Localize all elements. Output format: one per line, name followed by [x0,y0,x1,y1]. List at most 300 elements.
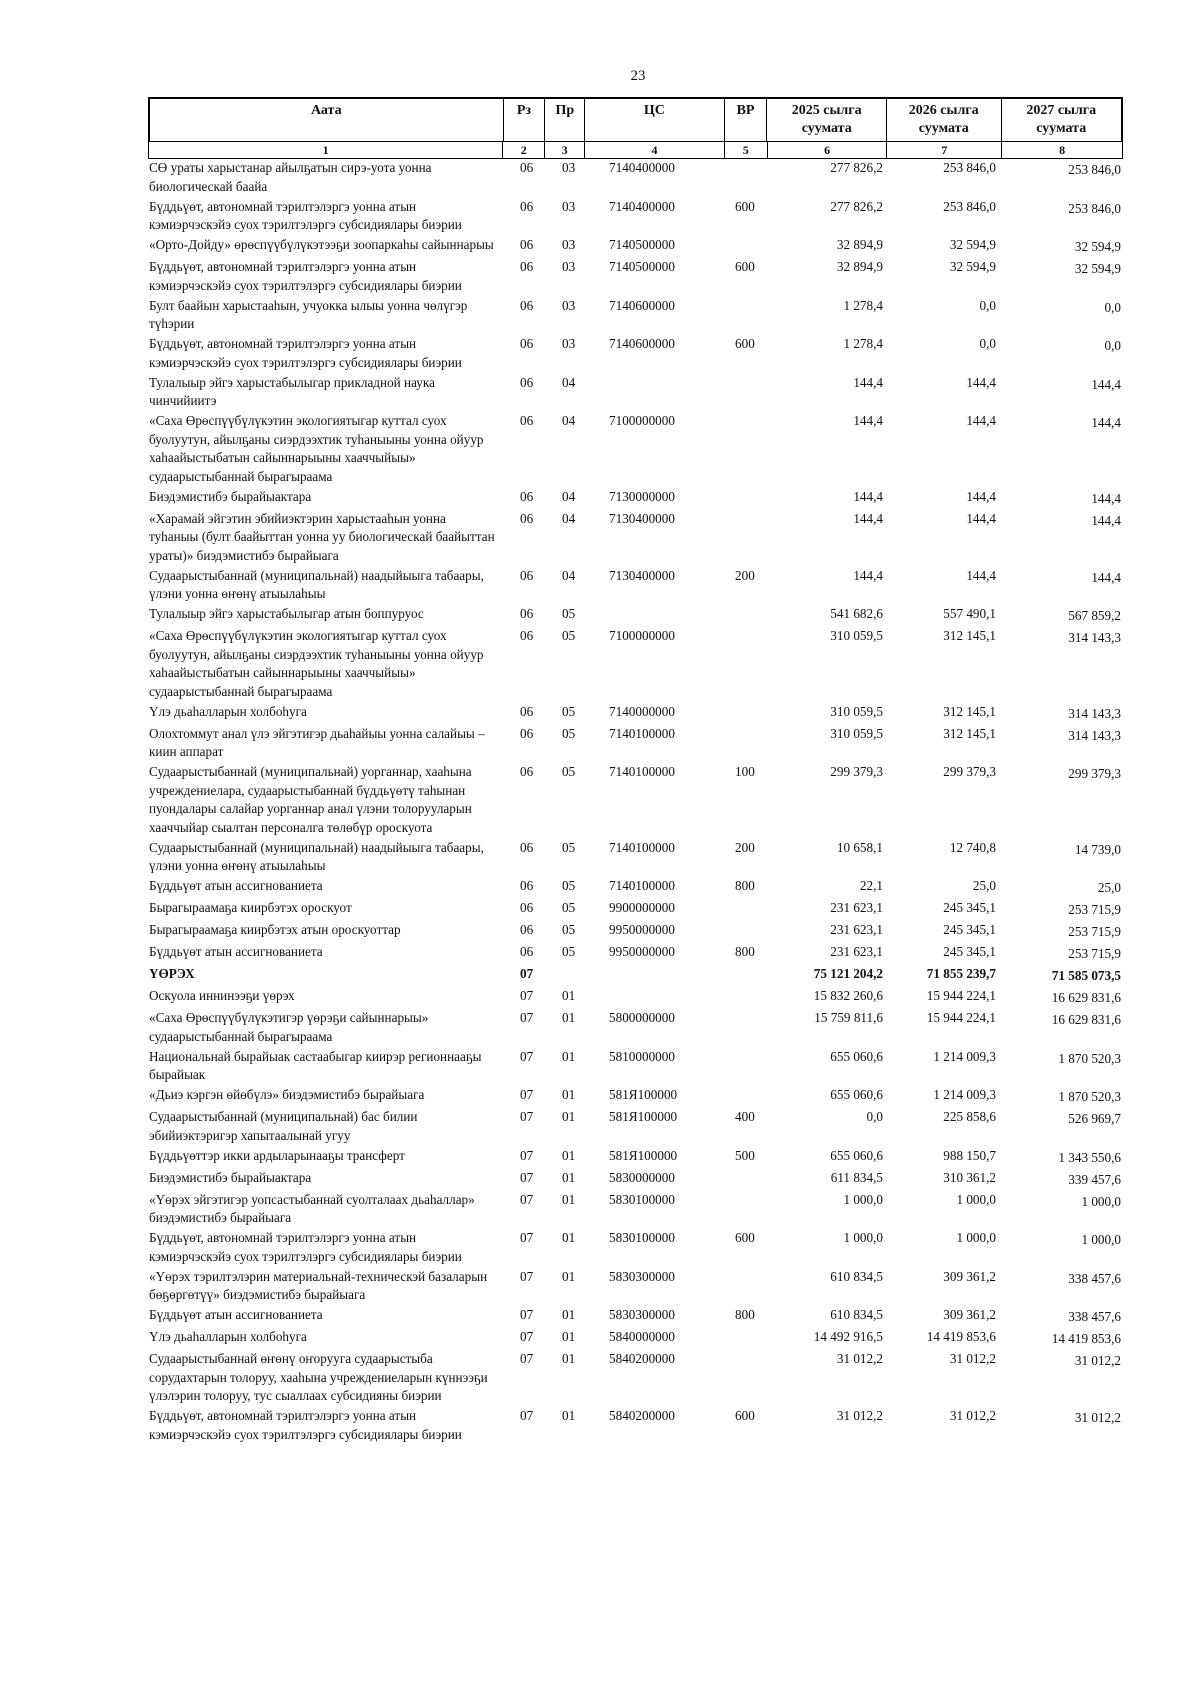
cell-cs: 5830100000 [609,1191,675,1207]
cell-rz: 07 [520,1109,534,1124]
cell-name: Биэдэмистибэ бырайыактара [149,1169,312,1185]
cell-2026: 1 000,0 [956,1230,996,1245]
table-row [148,236,1123,257]
cell-cs: 7140600000 [609,297,675,313]
cell-2027-value: 32 594,9 [1074,239,1121,254]
cell-2026: 310 361,2 [943,1169,996,1185]
cell-vr [725,510,768,566]
cell-2027 [1003,1048,1123,1085]
cell-2027 [1003,510,1123,566]
cell-pr: 03 [562,297,576,313]
cell-cs: 5830100000 [609,1230,675,1245]
cell-vr [725,921,768,942]
cell-pr: 04 [562,567,576,583]
cell-name: «Дьиэ кэргэн өйөбүлэ» биэдэмистибэ бырайыага [149,1087,425,1102]
cell-2027-value: 253 846,0 [1068,200,1121,216]
cell-cs: 5800000000 [609,1010,675,1025]
cell-2026: 1 214 009,3 [933,1087,996,1102]
cell-vr [725,627,768,701]
cell-vr [725,703,768,724]
cell-name: Бүддьүөт, автономнай тэрилтэлэргэ уонна атын кэмиэрчэскэйэ суох тэрилтэлэргэ субсидиялары биэрии [149,1408,462,1442]
cell-2027-value: 144,4 [1091,415,1121,430]
cell-name: Судаарыстыбаннай (муниципальнай) наадыйыыга табаары, үлэни уонна өҥөнү атыылаһыы [149,839,484,873]
cell-2026: 144,4 [966,488,996,504]
cell-name: Оскуола иннинээҕи үөрэх [149,988,295,1003]
cell-2027 [1003,703,1123,724]
cell-2027-value: 253 715,9 [1068,946,1121,961]
cell-2025: 15 759 811,6 [814,1010,883,1025]
cell-pr: 01 [562,988,576,1003]
cell-rz: 06 [520,606,534,621]
cell-2026: 0,0 [979,336,996,351]
cell-vr [725,965,768,986]
cell-2027 [1003,725,1123,762]
cell-2027-value: 1 870 520,3 [1058,1089,1121,1104]
cell-rz: 07 [520,1230,534,1245]
table-row [148,1306,1123,1327]
cell-pr: 04 [562,374,576,390]
cell-2027 [1003,943,1123,964]
cell-2027 [1003,1350,1123,1406]
table-row [148,1268,1123,1305]
cell-2026: 309 361,2 [943,1268,996,1284]
column-number: 2 [503,142,545,158]
cell-2027-value: 339 457,6 [1068,1171,1121,1187]
table-row [148,1350,1123,1406]
cell-2027-value: 144,4 [1091,512,1121,528]
cell-pr: 01 [562,1230,576,1245]
cell-2027 [1003,877,1123,898]
cell-pr: 01 [562,1307,576,1322]
cell-2027-value: 1 000,0 [1081,1232,1121,1247]
cell-vr [725,412,768,486]
cell-2026: 25,0 [972,878,996,893]
cell-pr: 01 [562,1351,576,1366]
cell-rz: 07 [520,1408,534,1423]
cell-2027-value: 0,0 [1104,338,1121,353]
cell-cs: 5840200000 [609,1408,675,1423]
cell-2025: 10 658,1 [836,839,883,855]
header-2025: 2025 сылга суумата [767,99,887,141]
cell-name: Бүддьүөт, автономнай тэрилтэлэргэ уонна атын кэмиэрчэскэйэ суох тэрилтэлэргэ субсидиялары биэрии [149,259,462,293]
cell-rz: 06 [520,374,534,390]
cell-2027 [1003,236,1123,257]
cell-cs: 7130000000 [609,488,675,504]
cell-pr: 01 [562,1048,576,1064]
cell-name: «Орто-Дойду» өрөспүүбүлүкэтээҕи зоопаркаһы сайыннарыы [149,237,494,252]
cell-2027-value: 144,4 [1091,376,1121,392]
cell-name: Бырагыраамаҕа киирбэтэх ороскуот [149,900,352,915]
cell-pr: 01 [562,1087,576,1102]
cell-name: Бырагыраамаҕа киирбэтэх атын ороскуоттар [149,922,401,937]
cell-2027 [1003,605,1123,626]
cell-2025: 310 059,5 [830,703,883,719]
cell-name: Бүддьүөт, автономнай тэрилтэлэргэ уонна атын кэмиэрчэскэйэ суох тэрилтэлэргэ субсидиялары биэрии [149,198,462,232]
cell-vr: 200 [735,839,755,855]
cell-pr: 01 [562,1169,576,1185]
header-cs: ЦС [585,99,724,141]
cell-2025: 15 832 260,6 [813,988,883,1003]
cell-cs: 581Я100000 [609,1109,678,1124]
cell-rz: 06 [520,413,534,428]
cell-rz: 06 [520,198,534,214]
cell-2026: 245 345,1 [943,922,996,937]
cell-cs [585,987,725,1008]
cell-vr: 600 [735,1230,755,1245]
cell-pr [545,965,585,986]
cell-2025: 277 826,2 [830,198,883,214]
cell-rz: 07 [520,966,534,981]
table-row [148,488,1123,509]
cell-2027-value: 0,0 [1104,299,1121,315]
cell-name: «Үөрэх эйгэтигэр уопсастыбаннай суолталаах дьаһаллар» биэдэмистибэ бырайыага [149,1191,475,1225]
cell-name: СӨ ураты харыстанар айылҕатын сирэ-уота уонна биологическай баайа [149,160,432,194]
cell-2025: 310 059,5 [830,628,883,643]
cell-2026: 312 145,1 [943,703,996,719]
cell-name: Судаарыстыбаннай (муниципальнай) наадыйыыга табаары, үлэни уонна өҥөнү атыылаһыы [149,567,484,601]
cell-rz: 06 [520,703,534,719]
cell-2026: 253 846,0 [943,198,996,214]
cell-rz: 06 [520,336,534,351]
cell-name: Судаарыстыбаннай өҥөнү оҥорууга судаарыстыба сорудахтарын толоруу, хааһына учреждениеларын күннээҕи үлэлэрин толоруу, тус сыаллаах субсидияны биэрии [149,1351,488,1403]
cell-2025: 610 834,5 [830,1268,883,1284]
table-row [148,725,1123,762]
cell-2027-value: 31 012,2 [1074,1410,1121,1425]
cell-rz: 07 [520,988,534,1003]
cell-rz: 07 [520,1268,534,1284]
table-row [148,567,1123,604]
cell-pr: 01 [562,1109,576,1124]
cell-rz: 07 [520,1087,534,1102]
cell-vr [725,1009,768,1046]
cell-2025: 0,0 [866,1109,883,1124]
header-2026: 2026 сылга суумата [887,99,1002,141]
cell-rz: 06 [520,878,534,893]
table-row [148,987,1123,1008]
cell-vr: 800 [735,1307,755,1322]
cell-rz: 07 [520,1169,534,1185]
cell-vr [725,1268,768,1305]
cell-cs: 7140500000 [609,237,675,252]
table-row [148,627,1123,701]
table-row [148,335,1123,372]
cell-2027 [1003,412,1123,486]
header-rz: Рз [504,99,546,141]
cell-name: «Саха Өрөспүүбүлүкэтигэр үөрэҕи сайыннарыы» судаарыстыбаннай бырагыраама [149,1010,429,1044]
cell-name: Булт баайын харыстааһын, учуокка ылыы уонна чөлүгэр түһэрии [149,297,468,331]
cell-vr: 600 [735,198,755,214]
cell-2027 [1003,921,1123,942]
cell-2027-value: 14 739,0 [1074,841,1121,857]
cell-rz: 06 [520,725,534,741]
cell-2025: 22,1 [859,878,883,893]
cell-2025: 1 000,0 [843,1191,883,1207]
cell-2025: 299 379,3 [830,764,883,779]
cell-2026: 225 858,6 [943,1109,996,1124]
table-row [148,1086,1123,1107]
cell-vr [725,987,768,1008]
cell-rz: 06 [520,259,534,274]
cell-2026: 31 012,2 [949,1408,996,1423]
cell-2026: 32 594,9 [949,259,996,274]
cell-pr: 05 [562,628,576,643]
cell-vr: 600 [735,1408,755,1423]
cell-2027-value: 253 715,9 [1068,902,1121,917]
cell-2027-value: 144,4 [1091,490,1121,506]
cell-vr [725,374,768,411]
cell-2027-value: 314 143,3 [1068,727,1121,743]
column-number: 8 [1059,143,1066,157]
cell-pr: 01 [562,1191,576,1207]
cell-2027-value: 32 594,9 [1074,261,1121,276]
cell-2026: 988 150,7 [943,1147,996,1163]
cell-cs: 581Я100000 [609,1147,678,1163]
cell-vr [725,1191,768,1228]
cell-vr: 800 [735,944,755,959]
cell-vr: 600 [735,259,755,274]
cell-vr [725,899,768,920]
cell-vr: 400 [735,1109,755,1124]
table-row [148,943,1123,964]
cell-cs [585,965,725,986]
cell-2025: 31 012,2 [836,1351,883,1366]
cell-2027-value: 253 846,0 [1068,162,1121,177]
table-row [148,258,1123,295]
cell-rz: 07 [520,1351,534,1366]
cell-name: Бүддьүөт, автономнай тэрилтэлэргэ уонна атын кэмиэрчэскэйэ суох тэрилтэлэргэ субсидиялары биэрии [149,1230,462,1264]
cell-vr [725,725,768,762]
cell-name: Үлэ дьаһалларын холбоһуга [149,1329,307,1344]
cell-2027-value: 1 343 550,6 [1058,1149,1121,1165]
cell-cs: 5840000000 [609,1329,675,1344]
cell-vr: 800 [735,878,755,893]
cell-name: Бүддьүөт атын ассигнованиета [149,878,323,893]
table-row [148,297,1123,334]
cell-name: Бүддьүөттэр икки ардыларынааҕы трансферт [149,1147,405,1163]
table-row [148,1328,1123,1349]
cell-2027 [1003,987,1123,1008]
cell-vr [725,236,768,257]
cell-rz: 06 [520,510,534,526]
cell-cs: 7140100000 [609,764,675,779]
cell-vr [725,1169,768,1190]
cell-rz: 06 [520,567,534,583]
cell-rz: 06 [520,297,534,313]
table-header [148,97,1123,142]
table-row [148,1147,1123,1168]
cell-2027 [1003,159,1123,196]
cell-cs: 9900000000 [609,900,675,915]
table-row [148,605,1123,626]
cell-2025: 144,4 [853,413,883,428]
cell-pr: 03 [562,336,576,351]
cell-cs: 7140400000 [609,198,675,214]
cell-2027 [1003,1009,1123,1046]
cell-2025: 277 826,2 [830,160,883,175]
cell-pr: 03 [562,237,576,252]
cell-2025: 231 623,1 [830,900,883,915]
cell-2027 [1003,1328,1123,1349]
cell-2025: 231 623,1 [830,944,883,959]
cell-2025: 655 060,6 [830,1087,883,1102]
cell-cs: 7140100000 [609,839,675,855]
cell-name: «Харамай эйгэтин эбийиэктэрин харыстааһын уонна туһаныы (булт баайыттан уонна уу биологическай баайыттан ураты)» биэдэмистибэ бырайыага [149,510,495,563]
cell-2025: 1 278,4 [843,336,883,351]
cell-2025: 144,4 [853,488,883,504]
cell-2027-value: 314 143,3 [1068,630,1121,645]
cell-cs: 9950000000 [609,922,675,937]
cell-name: «Үөрэх тэрилтэлэрин материальнай-техническэй базаларын бөҕөргөтүү» биэдэмистибэ бырайыага [149,1268,488,1302]
cell-2027 [1003,899,1123,920]
cell-cs: 9950000000 [609,944,675,959]
cell-name: ҮӨРЭХ [149,966,195,981]
cell-2025: 144,4 [853,374,883,390]
table-row [148,159,1123,196]
cell-name: Тулалыыр эйгэ харыстабылыгар атын боппуруос [149,606,424,621]
cell-vr: 500 [735,1147,755,1163]
cell-cs: 7140000000 [609,703,675,719]
cell-cs: 7140600000 [609,336,675,351]
cell-vr: 100 [735,764,755,779]
cell-2027-value: 567 859,2 [1068,608,1121,623]
cell-name: Тулалыыр эйгэ харыстабылыгар прикладной наука чинчийиитэ [149,374,435,408]
cell-2026: 144,4 [966,567,996,583]
cell-2027 [1003,1147,1123,1168]
cell-pr: 05 [562,606,576,621]
cell-pr: 05 [562,900,576,915]
cell-2026: 144,4 [966,510,996,526]
cell-2026: 144,4 [966,374,996,390]
table-body [148,159,1123,1444]
table-row [148,1407,1123,1444]
cell-vr [725,1350,768,1406]
cell-rz: 07 [520,1307,534,1322]
cell-2027 [1003,965,1123,986]
cell-cs: 7140100000 [609,725,675,741]
column-number: 1 [149,142,503,158]
cell-2027 [1003,567,1123,604]
cell-2027-value: 71 585 073,5 [1051,968,1121,983]
cell-2027 [1003,1086,1123,1107]
cell-2027-value: 1 000,0 [1081,1193,1121,1209]
cell-cs: 7140500000 [609,259,675,274]
cell-2027-value: 526 969,7 [1068,1111,1121,1126]
header-vr: ВР [725,99,768,141]
cell-pr: 05 [562,839,576,855]
column-numbers [148,142,1123,159]
budget-table [148,97,1123,1446]
table-row [148,1108,1123,1145]
cell-2026: 144,4 [966,413,996,428]
cell-pr: 05 [562,764,576,779]
cell-cs: 5830300000 [609,1268,675,1284]
cell-vr: 600 [735,336,755,351]
cell-cs: 5830300000 [609,1307,675,1322]
table-row [148,374,1123,411]
cell-2026: 14 419 853,6 [926,1329,996,1344]
cell-name: Бүддьүөт атын ассигнованиета [149,1307,323,1322]
header-pr: Пр [545,99,585,141]
cell-2026: 15 944 224,1 [926,1010,996,1025]
cell-2026: 32 594,9 [949,237,996,252]
cell-cs: 5830000000 [609,1169,675,1185]
cell-2027-value: 31 012,2 [1074,1353,1121,1368]
cell-cs: 5840200000 [609,1351,675,1366]
cell-name: Биэдэмистибэ бырайыактара [149,488,312,504]
header-name: Аата [150,99,504,141]
cell-2026: 312 145,1 [943,725,996,741]
cell-pr: 03 [562,259,576,274]
table-row [148,965,1123,986]
cell-2027-value: 16 629 831,6 [1051,1012,1121,1027]
cell-pr: 04 [562,510,576,526]
cell-2027 [1003,627,1123,701]
cell-2027 [1003,488,1123,509]
table-row [148,1169,1123,1190]
cell-pr: 04 [562,488,576,504]
cell-rz: 06 [520,839,534,855]
cell-2025: 32 894,9 [836,259,883,274]
cell-2026: 253 846,0 [943,160,996,175]
table-row [148,412,1123,486]
cell-name: Судаарыстыбаннай (муниципальнай) бас билии эбийиэктэригэр хапытаалынай угуу [149,1109,418,1143]
cell-2025: 541 682,6 [830,606,883,621]
cell-2026: 245 345,1 [943,900,996,915]
cell-2026: 1 000,0 [956,1191,996,1207]
cell-2027-value: 253 715,9 [1068,924,1121,939]
cell-2026: 0,0 [979,297,996,313]
cell-2027 [1003,1407,1123,1444]
cell-pr: 01 [562,1010,576,1025]
cell-pr: 05 [562,878,576,893]
cell-name: Национальнай бырайыак састаабыгар киирэр регионнааҕы бырайыак [149,1048,482,1082]
table-row [148,899,1123,920]
cell-pr: 05 [562,703,576,719]
cell-2025: 611 834,5 [830,1169,883,1185]
cell-2027 [1003,1169,1123,1190]
cell-2026: 1 214 009,3 [933,1048,996,1064]
cell-rz: 07 [520,1329,534,1344]
table-row [148,510,1123,566]
cell-2027-value: 338 457,6 [1068,1270,1121,1286]
cell-2026: 309 361,2 [943,1307,996,1322]
cell-2026: 245 345,1 [943,944,996,959]
cell-2027 [1003,1306,1123,1327]
table-row [148,839,1123,876]
cell-rz: 06 [520,922,534,937]
cell-rz: 06 [520,160,534,175]
cell-2026: 71 855 239,7 [926,966,996,981]
cell-2026: 557 490,1 [943,606,996,621]
cell-2026: 12 740,8 [949,839,996,855]
cell-2025: 1 000,0 [843,1230,883,1245]
cell-pr: 01 [562,1329,576,1344]
cell-rz: 06 [520,944,534,959]
cell-vr [725,605,768,626]
column-number: 6 [768,142,888,158]
table-row [148,1009,1123,1046]
cell-2025: 31 012,2 [836,1408,883,1423]
cell-2027 [1003,763,1123,837]
cell-2025: 1 278,4 [843,297,883,313]
table-row [148,198,1123,235]
table-row [148,763,1123,837]
cell-rz: 06 [520,900,534,915]
cell-2027-value: 14 419 853,6 [1051,1331,1121,1346]
cell-pr: 05 [562,922,576,937]
cell-2027-value: 16 629 831,6 [1051,990,1121,1005]
cell-2027-value: 338 457,6 [1068,1309,1121,1324]
